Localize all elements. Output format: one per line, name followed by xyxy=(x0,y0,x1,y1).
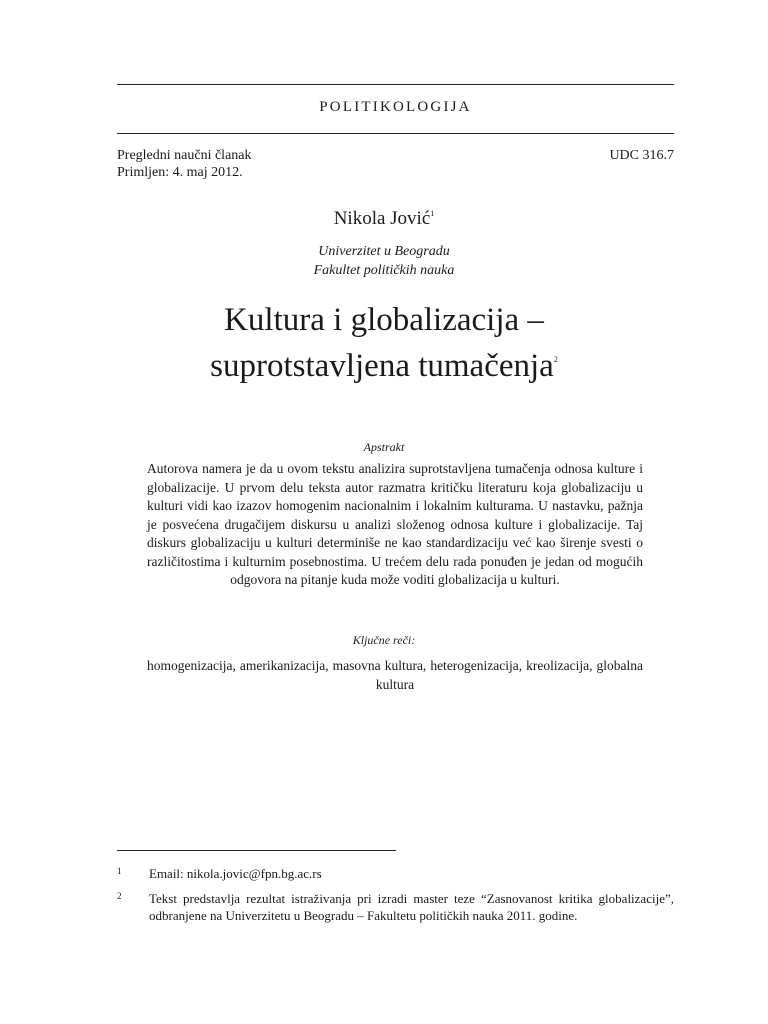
author-footnote-ref[interactable]: 1 xyxy=(430,209,435,218)
title-footnote-ref[interactable]: 2 xyxy=(553,355,558,364)
footnote-number: 1 xyxy=(117,866,122,876)
journal-name: POLITIKOLOGIJA xyxy=(319,99,472,115)
footnote-text: Tekst predstavlja rezultat istraživanja pri izradi master teze “Zasnovanost kritika globalizacije”, odbranjene na Univerzitetu u Beogradu – Fakultetu političkih nauka 2011. godine. xyxy=(149,891,674,923)
author-affiliation xyxy=(0,242,768,280)
title-line-2: suprotstavljena tumačenja xyxy=(210,348,554,384)
author-name: Nikola Jović xyxy=(333,208,431,229)
header-top-rule xyxy=(117,84,674,85)
article-type: Pregledni naučni članak xyxy=(117,148,252,163)
abstract-heading: Apstrakt xyxy=(363,440,405,454)
udc-code: UDC 316.7 xyxy=(609,148,674,163)
article-title xyxy=(0,300,768,386)
received-date: Primljen: 4. maj 2012. xyxy=(117,165,243,180)
header-bottom-rule xyxy=(117,133,674,134)
keywords-text: homogenizacija, amerikanizacija, masovna kultura, heterogenizacija, kreolizacija, globalna kultura xyxy=(147,658,643,692)
abstract-text: Autorova namera je da u ovom tekstu analizira suprotstavljena tumačenja odnosa kulture i globalizacije. U prvom delu teksta autor razmatra kritičku literaturu koja globalizaciju u kulturi vidi kao izazov homogenim nacionalnim i lokalnim kulturama. U nastavku, pažnja je posvećena drugačijem diskursu u analizi složenog odnosa kulture i globalizacije. Taj diskurs globalizaciju u kulturi determiniše ne kao standardizaciju već kao širenje svesti o različitostima i kulturnim posebnostima. U trećem delu rada ponuđen je jedan od mogućih odgovora na pitanje kuda može voditi globalizacija u kulturi. xyxy=(147,461,643,587)
faculty-name: Fakultet političkih nauka xyxy=(313,263,455,278)
article-meta xyxy=(117,147,674,181)
footnote-text: Email: nikola.jovic@fpn.bg.ac.rs xyxy=(149,866,322,881)
footnote-separator xyxy=(117,850,396,851)
title-line-1: Kultura i globalizacija – xyxy=(224,302,544,338)
author-name-block xyxy=(0,208,768,230)
title-line-2-wrap xyxy=(0,340,768,386)
footnote-number: 2 xyxy=(117,891,122,901)
university-name: Univerzitet u Beogradu xyxy=(318,244,450,259)
keywords-heading: Ključne reči: xyxy=(352,633,416,647)
